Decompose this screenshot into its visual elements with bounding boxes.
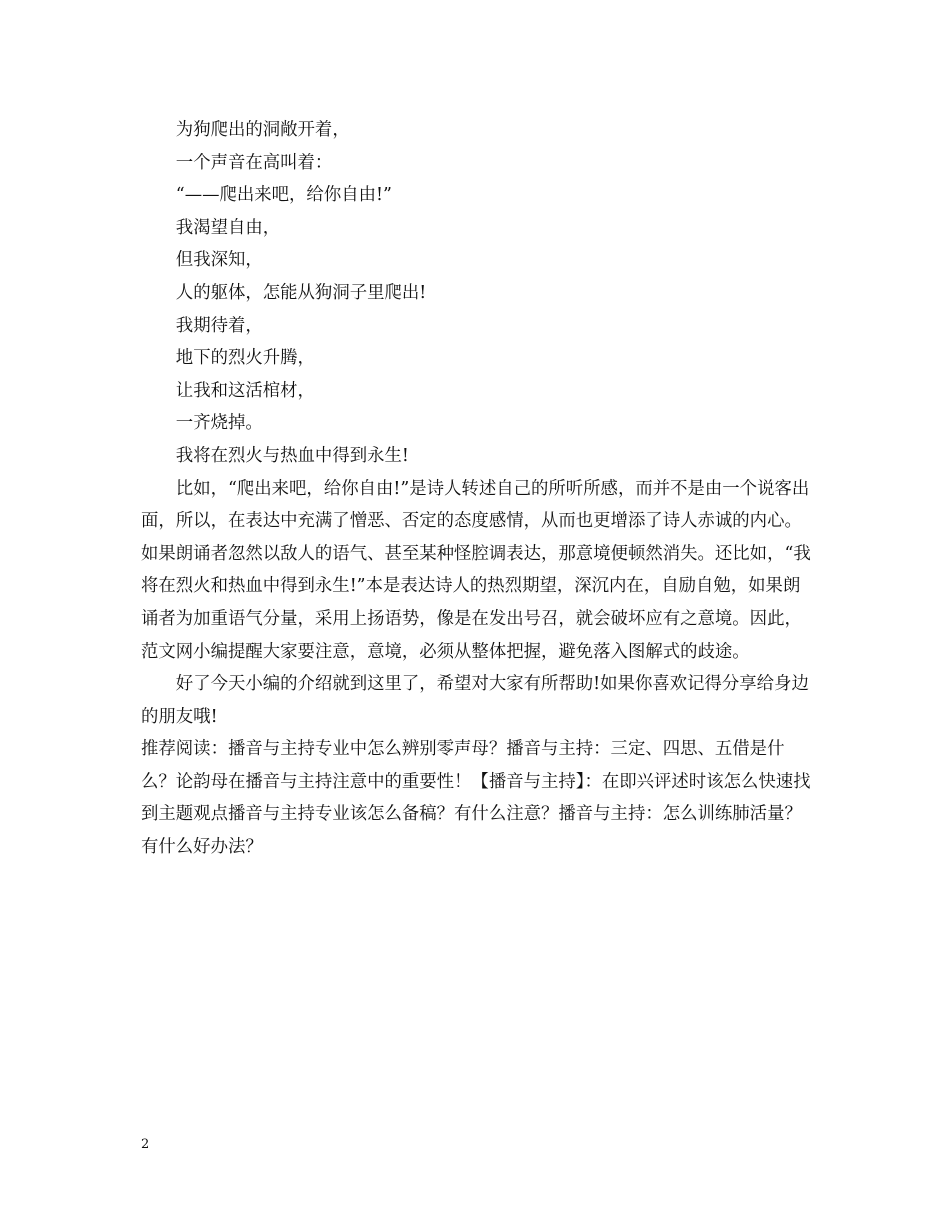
- poem-line: 一齐烧掉。: [175, 413, 263, 434]
- analysis-paragraph: 比如，“爬出来吧，给你自由!”是诗人转述自己的所听所感，而并不是由一个说客出面，所以，在表达中充满了憎恶、否定的态度感情，从而也更增添了诗人赤诚的内心。如果朗诵者忽然以敌人的语气、甚至某种怪腔调表达，那意境便顿然消失。还比如，“我将在烈火和热血中得到永生!”本是表达诗人的热烈期望，深沉内在，自励自勉，如果朗诵者为加重语气分量，采用上扬语势，像是在发出号召，就会破坏应有之意境。因此，范文网小编提醒大家要注意，意境，必须从整体把握，避免落入图解式的歧途。: [141, 478, 811, 662]
- poem-line: 地下的烈火升腾，: [175, 348, 315, 369]
- page-number: 2: [141, 1137, 150, 1152]
- poem-line: 我渴望自由，: [175, 217, 281, 238]
- poem-line: 一个声音在高叫着：: [175, 152, 333, 173]
- poem-line: 但我深知，: [175, 250, 263, 271]
- poem-line: 为狗爬出的洞敞开着，: [175, 120, 350, 140]
- page-content: [141, 114, 811, 864]
- poem-line: “——爬出来吧，给你自由!”: [175, 185, 392, 206]
- poem-line: 人的躯体，怎能从狗洞子里爬出!: [175, 282, 427, 303]
- closing-paragraph: 好了今天小编的介绍就到这里了，希望对大家有所帮助!如果你喜欢记得分享给身边的朋友哦!: [141, 674, 809, 727]
- poem-line: 我期待着，: [175, 315, 263, 336]
- poem-line: 我将在烈火与热血中得到永生!: [175, 445, 409, 466]
- poem-line: 让我和这活棺材，: [175, 380, 315, 401]
- recommended-reading: 推荐阅读：播音与主持专业中怎么辨别零声母？播音与主持：三定、四思、五借是什么？论韵母在播音与主持注意中的重要性！【播音与主持】：在即兴评述时该怎么快速找到主题观点播音与主持专业该怎么备稿？有什么注意？播音与主持：怎么训练肺活量？有什么好办法？: [141, 739, 811, 858]
